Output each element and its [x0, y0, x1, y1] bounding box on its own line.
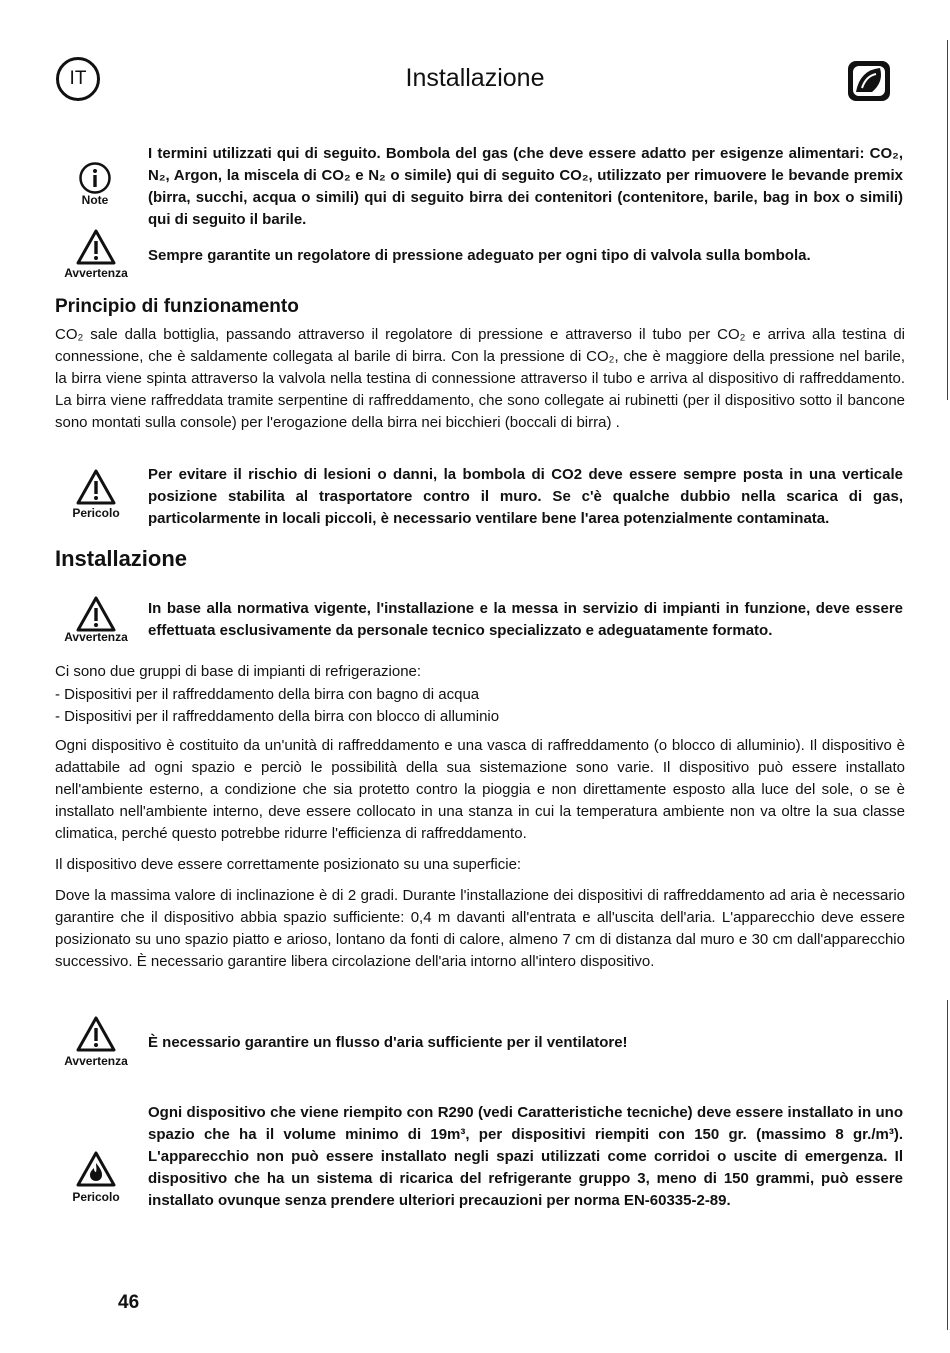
- warning-icon: [76, 229, 116, 265]
- scan-edge-line: [947, 1000, 948, 1330]
- principio-text: CO₂ sale dalla bottiglia, passando attraverso il regolatore di pressione e attraverso il tubo per CO₂ e arriva alla testina di connessione, che è saldamente collegata al barile di birra. Con la pressione di CO₂, che è maggiore della pressione nel barile, la birra viene spinta attraverso la valvola nella testina di connessione attraverso il tubo e arriva al dispositivo di raffreddamento. La birra viene raffreddata tramite serpentine di raffreddamento, che sono collegate ai rubinetti (per il dispositivo sotto il bancone sono montati sulla console) per l'erogazione della birra nei bicchieri (boccali di birra) .: [55, 326, 905, 431]
- installazione-para-3: Dove la massima valore di inclinazione è di 2 gradi. Durante l'installazione dei dispositivi di raffreddamento ad aria è necessario garantire che il dispositivo abbia spazio sufficiente: 0,4 m davanti all'entrata e all'uscita dell'aria. L'apparecchio deve essere posizionato su uno spazio piatto e arioso, lontano da fonti di calore, almeno 7 cm di distanza dal muro e 30 cm dall'apparecchio successivo. È necessario garantire libera circolazione dell'aria intorno all'intero dispositivo.: [55, 887, 905, 970]
- danger-label: Pericolo: [72, 506, 120, 520]
- danger-label: Pericolo: [72, 1190, 120, 1204]
- group-item-1: - Dispositivi per il raffreddamento della birra con bagno di acqua: [55, 686, 480, 703]
- warning-label: Avvertenza: [64, 266, 128, 280]
- group-item-2: - Dispositivi per il raffreddamento della birra con blocco di alluminio: [55, 708, 500, 725]
- installazione-warning-text: In base alla normativa vigente, l'installazione e la messa in servizio di impianti in funzione, deve essere effettuata esclusivamente da personale tecnico specializzato e adeguatamente formato.: [148, 600, 903, 639]
- note-label: Note: [81, 193, 109, 207]
- note-text: I termini utilizzati qui di seguito. Bombola del gas (che deve essere adatto per esigenze alimentari: CO₂, N₂, Argon, la miscela di CO₂ e N₂ o simile) qui di seguito CO₂, utilizzato per rimuovere le bevande premix (birra, succhi, acqua o simili) qui di seguito birra dei contenitori (contenitore, barile, bag in box o simili) qui di seguito il barile.: [148, 145, 903, 228]
- danger-text: Per evitare il rischio di lesioni o danni, la bombola di CO2 deve essere sempre posta in una verticale posizione stabilita al trasportatore contro il muro. Se c'è qualche dubbio nella scarica di gas, particolarmente in locali piccoli, è necessario ventilare bene l'area potenzialmente contaminata.: [148, 466, 903, 527]
- manual-logo-icon: [846, 58, 892, 104]
- danger-icon: [76, 469, 116, 505]
- installazione-para-1: Ogni dispositivo è costituito da un'unità di raffreddamento e una vasca di raffreddamento (o blocco di alluminio). Il dispositivo è adattabile ad ogni spazio e perciò le possibilità della sua sistemazione sono varie. Il dispositivo può essere installato nell'ambiente esterno, a condizione che sia protetto contro la pioggia e non direttamente esposto alla luce del sole, o se è installato nell'ambiente interno, deve essere collocato in una stanza in cui la temperatura ambiente non va oltre la sua classe climatica, perché questo potrebbe ridurre l'efficienza di raffreddamento.: [55, 737, 905, 842]
- warning-icon: [76, 1016, 116, 1052]
- scan-edge-line: [947, 40, 948, 400]
- installazione-para-2: Il dispositivo deve essere correttamente posizionato su una superficie:: [55, 856, 522, 873]
- warning-text: Sempre garantite un regolatore di pressione adeguato per ogni tipo di valvola sulla bombola.: [148, 247, 811, 264]
- page-title: Installazione: [405, 64, 545, 92]
- warning-label: Avvertenza: [64, 1054, 128, 1068]
- r290-danger-text: Ogni dispositivo che viene riempito con R290 (vedi Caratteristiche tecniche) deve essere installato in uno spazio che ha il volume minimo di 19m³, per dispositivi riempiti con 150 gr. (massimo 8 gr./m³). L'apparecchio non può essere installato negli spazi utilizzati come corridoi o uscite di emergenza. Il dispositivo che ha un sistema di ricarica del refrigerante gruppo 3, meno di 150 grammi, può essere installato ovunque senza prendere ulteriori precauzioni per norma EN-60335-2-89.: [148, 1104, 903, 1209]
- flammable-danger-icon: [76, 1151, 116, 1187]
- section-heading-principio: Principio di funzionamento: [55, 296, 299, 317]
- ventilator-warning-text: È necessario garantire un flusso d'aria sufficiente per il ventilatore!: [148, 1034, 628, 1051]
- section-heading-installazione: Installazione: [55, 546, 188, 571]
- warning-label: Avvertenza: [64, 630, 128, 644]
- warning-icon: [76, 596, 116, 632]
- groups-intro: Ci sono due gruppi di base di impianti di refrigerazione:: [55, 663, 422, 680]
- page-number: 46: [118, 1292, 140, 1313]
- language-badge-text: IT: [69, 68, 87, 89]
- info-icon: [78, 161, 112, 195]
